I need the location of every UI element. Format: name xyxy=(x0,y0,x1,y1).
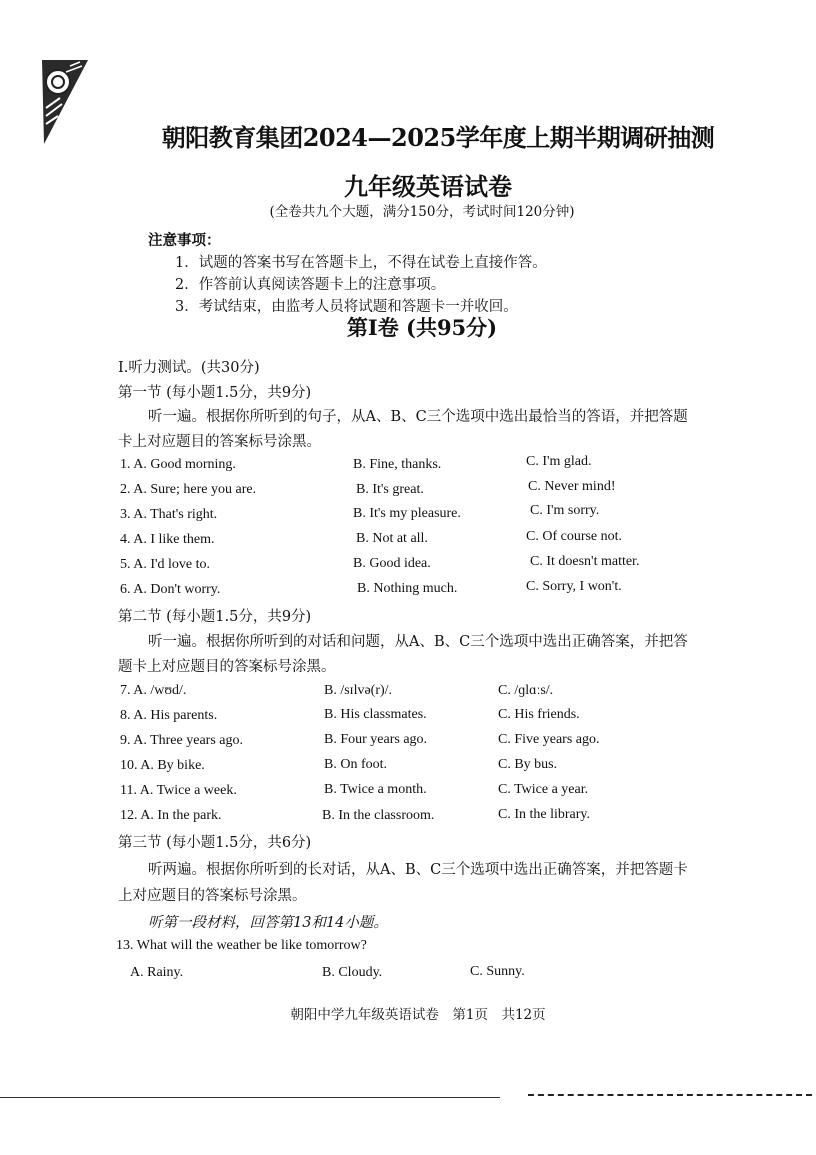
instruction-text: 卡上对应题目的答案标号涂黑。 xyxy=(118,434,321,450)
section-heading: Ⅰ.听力测试。(共30分) xyxy=(118,360,260,376)
option-a: 1. A. Good morning. xyxy=(120,457,236,472)
option-c: C. Sunny. xyxy=(470,964,525,979)
option-c: C. His friends. xyxy=(498,707,580,722)
subsection-heading: 第二节 (每小题1.5分，共9分) xyxy=(118,609,312,625)
option-b: B. Cloudy. xyxy=(322,965,383,980)
option-a: 10. A. By bike. xyxy=(120,758,205,773)
option-a: 3. A. That's right. xyxy=(120,507,218,522)
exam-title: 朝阳教育集团2024—2025学年度上期半期调研抽测 xyxy=(161,123,715,152)
instruction-text: 听一遍。根据你所听到的对话和问题，从A、B、C三个选项中选出正确答案，并把答 xyxy=(148,634,688,650)
option-c: C. /ɡlɑːs/. xyxy=(498,683,554,698)
option-b: B. Four years ago. xyxy=(324,732,428,747)
notice-heading: 注意事项： xyxy=(148,232,221,249)
material-instruction: 听第一段材料，回答第13和14小题。 xyxy=(148,915,388,931)
part-title: 第Ⅰ卷 (共95分) xyxy=(346,315,498,340)
option-b: B. Good idea. xyxy=(353,556,431,571)
page-footer: 朝阳中学九年级英语试卷 第1页 共12页 xyxy=(290,1007,546,1023)
option-a: 6. A. Don't worry. xyxy=(120,582,221,597)
option-b: B. Fine, thanks. xyxy=(353,457,442,472)
option-b: B. It's great. xyxy=(356,482,424,497)
option-a: 7. A. /wʊd/. xyxy=(120,683,187,698)
divider xyxy=(0,1097,500,1098)
exam-subtitle: 九年级英语试卷 xyxy=(344,172,512,201)
notice-item: 2．作答前认真阅读答题卡上的注意事项。 xyxy=(175,277,446,293)
question-stem: 13. What will the weather be like tomorrow? xyxy=(116,938,367,953)
instruction-text: 上对应题目的答案标号涂黑。 xyxy=(118,888,307,904)
option-c: C. Of course not. xyxy=(526,529,623,544)
option-c: C. Never mind! xyxy=(528,479,616,494)
option-c: C. In the library. xyxy=(498,807,591,822)
instruction-text: 听一遍。根据你所听到的句子，从A、B、C三个选项中选出最恰当的答语，并把答题 xyxy=(148,409,688,425)
option-b: B. Twice a month. xyxy=(324,782,427,797)
subsection-heading: 第三节 (每小题1.5分，共6分) xyxy=(118,835,312,851)
option-a: 5. A. I'd love to. xyxy=(120,557,211,572)
option-c: C. Twice a year. xyxy=(498,782,589,797)
instruction-text: 题卡上对应题目的答案标号涂黑。 xyxy=(118,659,336,675)
option-a: 8. A. His parents. xyxy=(120,708,218,723)
option-a: 9. A. Three years ago. xyxy=(120,733,243,748)
option-b: B. Not at all. xyxy=(356,531,428,546)
option-c: C. I'm sorry. xyxy=(530,503,600,518)
option-b: B. On foot. xyxy=(324,757,387,772)
cut-line xyxy=(528,1094,812,1096)
option-b: B. Nothing much. xyxy=(357,581,458,596)
notice-item: 1．试题的答案书写在答题卡上，不得在试卷上直接作答。 xyxy=(175,255,547,271)
option-a: A. Rainy. xyxy=(130,965,184,980)
option-b: B. In the classroom. xyxy=(322,808,435,823)
option-b: B. /sɪlvə(r)/. xyxy=(324,683,393,698)
subsection-heading: 第一节 (每小题1.5分，共9分) xyxy=(118,385,312,401)
option-c: C. Sorry, I won't. xyxy=(526,579,622,594)
option-c: C. It doesn't matter. xyxy=(530,554,640,569)
notice-item: 3．考试结束，由监考人员将试题和答题卡一并收回。 xyxy=(175,299,518,315)
option-b: B. It's my pleasure. xyxy=(353,506,461,521)
option-a: 2. A. Sure; here you are. xyxy=(120,482,257,497)
instruction-text: 听两遍。根据你所听到的长对话，从A、B、C三个选项中选出正确答案，并把答题卡 xyxy=(148,862,688,878)
option-c: C. I'm glad. xyxy=(526,454,592,469)
option-b: B. His classmates. xyxy=(324,707,427,722)
option-a: 11. A. Twice a week. xyxy=(120,783,237,798)
option-c: C. Five years ago. xyxy=(498,732,600,747)
exam-info: (全卷共九个大题，满分150分，考试时间120分钟) xyxy=(269,204,575,220)
option-a: 4. A. I like them. xyxy=(120,532,215,547)
option-c: C. By bus. xyxy=(498,757,558,772)
option-a: 12. A. In the park. xyxy=(120,808,222,823)
